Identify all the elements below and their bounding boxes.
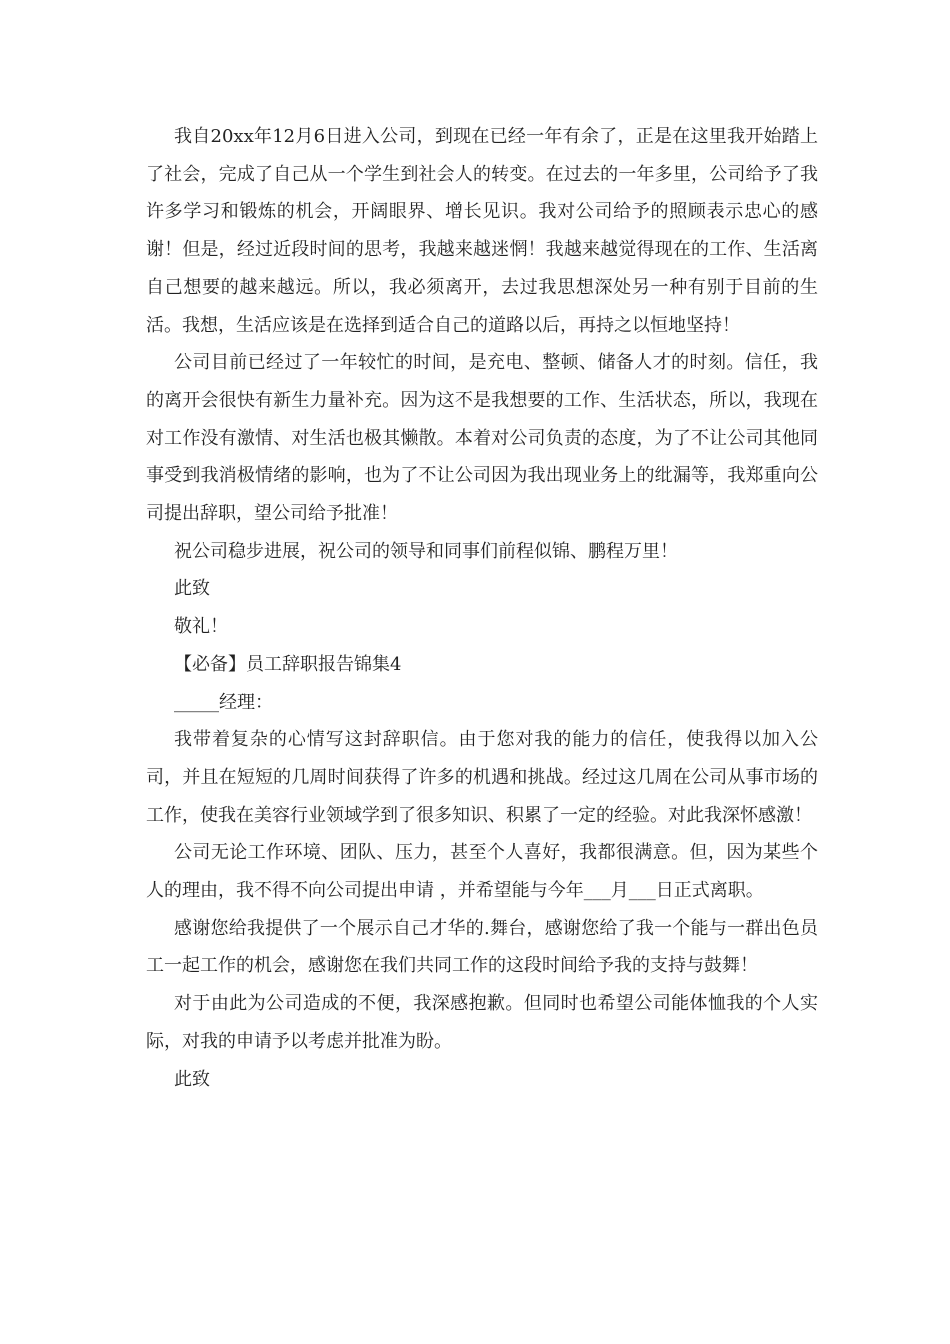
closing-salute-2: 此致 — [174, 1068, 210, 1090]
paragraph-opening: 我带着复杂的心情写这封辞职信。由于您对我的能力的信任，使我得以加入公司，并且在短短的几周时间获得了许多的机遇和挑战。经过这几周在公司从事市场的工作，使我在美容行业领域学到了很多知识、积累了一定的经验。对此我深怀感激！ — [146, 729, 818, 826]
closing-regards: 敬礼！ — [174, 616, 228, 638]
closing-salute: 此致 — [174, 578, 210, 600]
paragraph-reason: 公司目前已经过了一年较忙的时间，是充电、整顿、储备人才的时刻。信任，我的离开会很快有新生力量补充。因为这不是我想要的工作、生活状态，所以，我现在对工作没有激情、对生活也极其懒散。本着对公司负责的态度，为了不让公司其他同事受到我消极情绪的影响，也为了不让公司因为我出现业务上的纰漏等，我郑重向公司提出辞职，望公司给予批准！ — [146, 352, 818, 525]
paragraph-apology: 对于由此为公司造成的不便，我深感抱歉。但同时也希望公司能体恤我的个人实际，对我的申请予以考虑并批准为盼。 — [146, 993, 818, 1052]
section-heading: 【必备】员工辞职报告锦集4 — [174, 653, 402, 675]
document-body — [146, 118, 818, 1098]
paragraph-thanks: 感谢您给我提供了一个展示自己才华的.舞台，感谢您给了我一个能与一群出色员工一起工作的机会，感谢您在我们共同工作的这段时间给予我的支持与鼓舞！ — [146, 917, 818, 977]
paragraph-intro: 我自20xx年12月6日进入公司，到现在已经一年有余了，正是在这里我开始踏上了社会，完成了自己从一个学生到社会人的转变。在过去的一年多里，公司给予了我许多学习和锻炼的机会，开阔眼界、增长见识。我对公司给予的照顾表示忠心的感谢！但是，经过近段时间的思考，我越来越迷惘！我越来越觉得现在的工作、生活离自己想要的越来越远。所以，我必须离开，去过我思想深处另一种有别于目前的生活。我想，生活应该是在选择到适合自己的道路以后，再持之以恒地坚持！ — [146, 126, 818, 336]
paragraph-request: 公司无论工作环境、团队、压力，甚至个人喜好，我都很满意。但，因为某些个人的理由，我不得不向公司提出申请 ，并希望能与今年___月___日正式离职。 — [146, 842, 818, 902]
paragraph-blessing: 祝公司稳步进展，祝公司的领导和同事们前程似锦、鹏程万里！ — [174, 540, 678, 562]
letter-recipient: _____经理： — [174, 691, 273, 713]
